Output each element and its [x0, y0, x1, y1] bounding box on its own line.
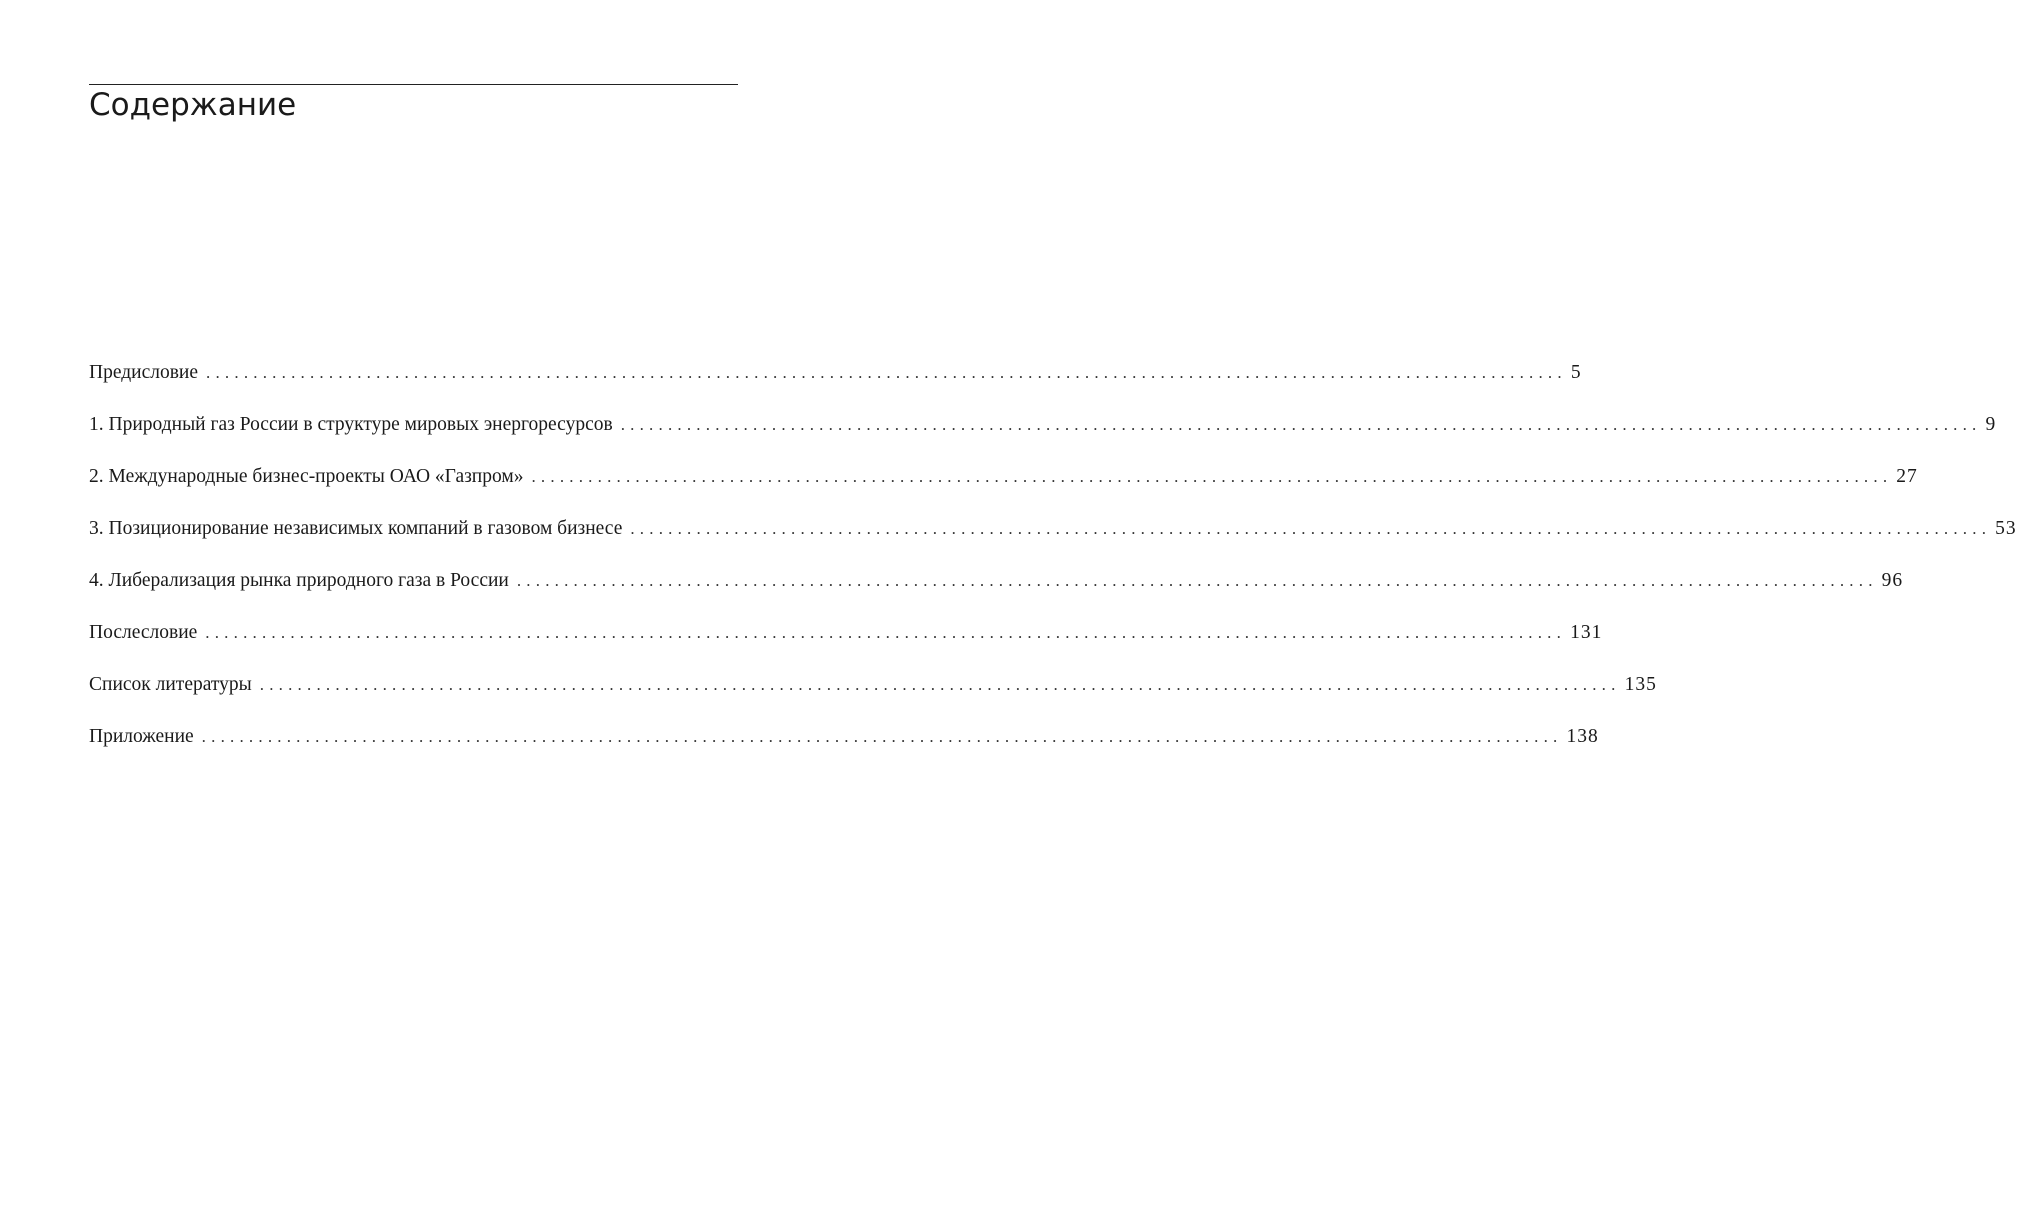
toc-page-number: 53: [1995, 518, 2017, 539]
toc-page-number: 135: [1624, 674, 1657, 695]
toc-entry-title: Послесловие: [89, 622, 198, 643]
toc-page-number: 96: [1881, 570, 1904, 591]
toc-page-number: 27: [1896, 466, 1918, 487]
toc-page-number: 138: [1566, 726, 1599, 747]
toc-entry-title: Предисловие: [89, 362, 199, 383]
toc-page-number: 9: [1985, 414, 1997, 435]
toc-dot-leader: ................................................................................................................................................: [205, 623, 1567, 642]
toc-dot-leader: ................................................................................................................................................: [630, 519, 1992, 538]
toc-dot-leader: ................................................................................................................................................: [201, 727, 1563, 746]
toc-entry-title: 2. Международные бизнес-проекты ОАО «Газпром»: [89, 466, 524, 487]
table-of-contents: [89, 360, 2017, 776]
toc-dot-leader: ................................................................................................................................................: [531, 467, 1893, 486]
toc-page-number: 131: [1570, 622, 1603, 643]
toc-entry-chapter-4[interactable]: [89, 568, 1904, 594]
toc-entry-title: 3. Позиционирование независимых компаний в газовом бизнесе: [89, 518, 623, 539]
toc-dot-leader: ................................................................................................................................................: [259, 675, 1621, 694]
toc-entry-preface[interactable]: [89, 360, 1582, 386]
toc-entry-afterword[interactable]: [89, 620, 1603, 646]
toc-dot-leader: ................................................................................................................................................: [206, 363, 1567, 382]
toc-dot-leader: ................................................................................................................................................: [516, 571, 1878, 590]
toc-page-number: 5: [1570, 362, 1582, 383]
toc-entry-title: 4. Либерализация рынка природного газа в России: [89, 570, 509, 591]
toc-entry-appendix[interactable]: [89, 724, 1599, 750]
toc-entry-title: 1. Природный газ России в структуре мировых энергоресурсов: [89, 414, 613, 435]
toc-entry-title: Список литературы: [89, 674, 252, 695]
toc-entry-chapter-1[interactable]: [89, 412, 1997, 438]
toc-dot-leader: ................................................................................................................................................: [620, 415, 1982, 434]
page-title: Содержание: [89, 87, 297, 123]
toc-entry-title: Приложение: [89, 726, 194, 747]
toc-entry-chapter-3[interactable]: [89, 516, 2017, 542]
toc-entry-chapter-2[interactable]: [89, 464, 1918, 490]
toc-entry-bibliography[interactable]: [89, 672, 1657, 698]
